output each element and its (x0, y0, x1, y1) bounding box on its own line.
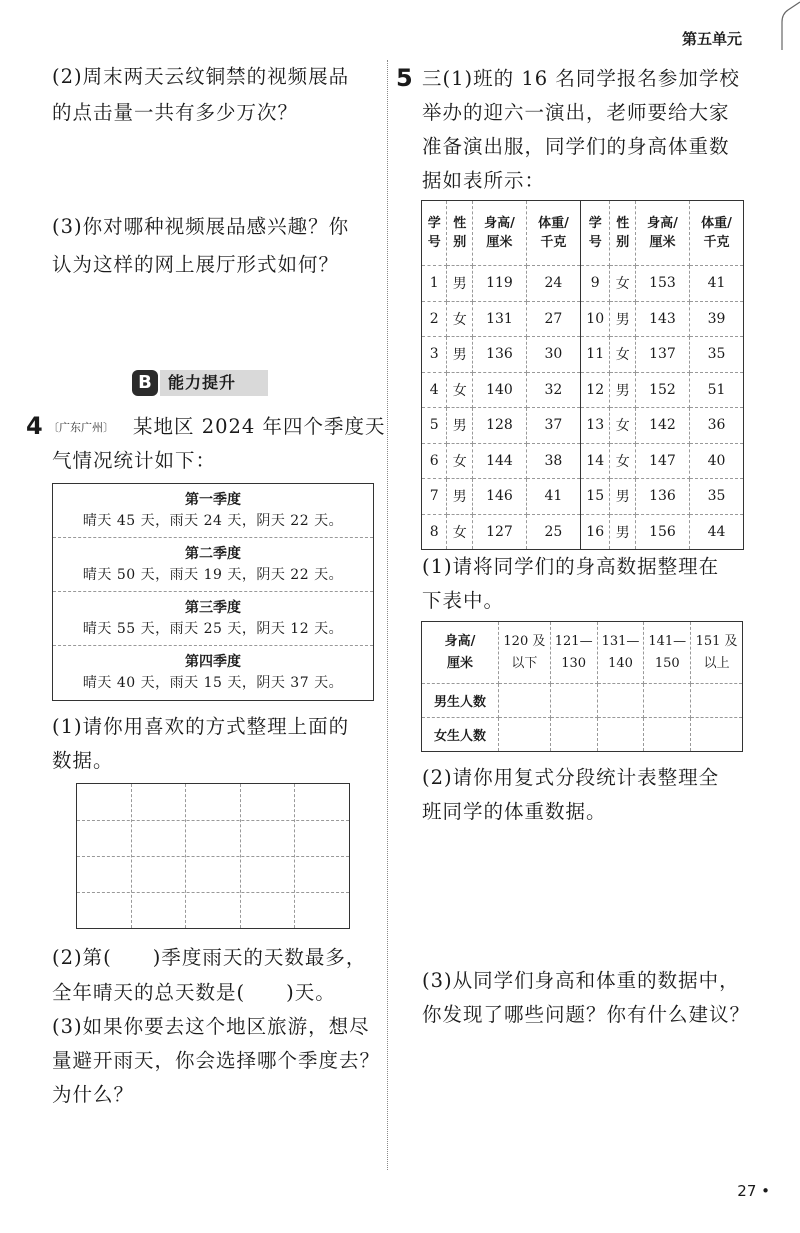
answer-cell[interactable] (644, 684, 691, 718)
q5-part3-line2: 你发现了哪些问题？你有什么建议？ (422, 1003, 751, 1026)
height-weight-table (421, 200, 744, 550)
corner-line: 厘米 (446, 655, 473, 671)
answer-cell[interactable] (499, 718, 551, 752)
table-cell: 10 (580, 301, 610, 337)
table-cell: 16 (580, 514, 610, 550)
answer-cell[interactable] (597, 718, 644, 752)
table-cell: 7 (422, 479, 447, 515)
table-cell: 32 (526, 372, 580, 408)
tally-corner-cell (422, 622, 499, 684)
height-tally-table (421, 621, 743, 752)
table-cell: 男 (610, 514, 635, 550)
answer-cell[interactable] (550, 684, 597, 718)
table-cell: 119 (472, 266, 526, 302)
q4-number: 4 (26, 412, 43, 440)
q4-part1-line2: 数据。 (52, 749, 114, 772)
page-number: 27 • (737, 1182, 770, 1200)
q3-part2-line1: (2)周末两天云纹铜禁的视频展品 (52, 65, 350, 88)
section-letter: B (132, 370, 158, 396)
season-text: 晴天 45 天，雨天 24 天，阴天 22 天。 (82, 513, 344, 529)
corner-line: 身高/ (444, 633, 476, 649)
q5-stem-line4: 据如表所示： (422, 169, 546, 192)
table-cell: 156 (635, 514, 689, 550)
table-cell: 男 (447, 479, 472, 515)
range-cell (597, 622, 644, 684)
q4-part2-line1: (2)第( )季度雨天的天数最多， (52, 946, 367, 969)
table-cell: 女 (447, 443, 472, 479)
q5-number: 5 (396, 64, 413, 92)
table-row (422, 479, 744, 515)
table-cell: 3 (422, 337, 447, 373)
q4-part3-line3: 为什么？ (52, 1083, 135, 1106)
section-badge (132, 370, 270, 396)
page-number-text: 27 (737, 1182, 757, 1200)
table-cell: 14 (580, 443, 610, 479)
season-title: 第四季度 (185, 654, 241, 670)
blank-answer-grid[interactable] (76, 783, 350, 929)
q5-part2-line1: (2)请你用复式分段统计表整理全 (422, 766, 720, 789)
table-cell: 41 (526, 479, 580, 515)
header-cell: 体重/ 千克 (689, 201, 743, 266)
table-cell: 136 (472, 337, 526, 373)
header-cell: 性 别 (447, 201, 472, 266)
table-cell: 143 (635, 301, 689, 337)
section-title: 能力提升 (160, 370, 268, 396)
table-cell: 女 (610, 408, 635, 444)
table-cell: 35 (689, 337, 743, 373)
q5-stem-line2: 举办的迎六一演出，老师要给大家 (422, 101, 730, 124)
table-cell: 131 (472, 301, 526, 337)
table-row (422, 372, 744, 408)
table-cell: 8 (422, 514, 447, 550)
season-row (53, 592, 373, 646)
table-cell: 男 (610, 372, 635, 408)
answer-cell[interactable] (691, 718, 743, 752)
table-cell: 30 (526, 337, 580, 373)
table-cell: 136 (635, 479, 689, 515)
q5-part1-line2: 下表中。 (422, 589, 505, 612)
table-row (422, 514, 744, 550)
q3-part3-line1: (3)你对哪种视频展品感兴趣？你 (52, 215, 350, 238)
table-cell: 11 (580, 337, 610, 373)
range-line: 以下 (511, 655, 538, 671)
column-divider (387, 60, 388, 1170)
table-cell: 144 (472, 443, 526, 479)
table-cell: 男 (447, 337, 472, 373)
season-title: 第三季度 (185, 600, 241, 616)
table-cell: 24 (526, 266, 580, 302)
table-cell: 40 (689, 443, 743, 479)
tally-header-row (422, 622, 743, 684)
row-label: 女生人数 (422, 718, 499, 752)
season-row (53, 538, 373, 592)
table-cell: 142 (635, 408, 689, 444)
unit-title: 第五单元 (681, 30, 742, 48)
q5-part3-line1: (3)从同学们身高和体重的数据中， (422, 969, 740, 992)
table-cell: 女 (610, 266, 635, 302)
table-row (422, 443, 744, 479)
table-cell: 女 (447, 372, 472, 408)
table-body (422, 266, 744, 550)
range-line: 120 及 (503, 633, 546, 649)
range-cell (550, 622, 597, 684)
table-cell: 37 (526, 408, 580, 444)
row-label: 男生人数 (422, 684, 499, 718)
table-cell: 女 (610, 443, 635, 479)
table-cell: 女 (447, 514, 472, 550)
range-line: 140 (608, 655, 633, 671)
answer-cell[interactable] (597, 684, 644, 718)
table-cell: 5 (422, 408, 447, 444)
corner-decoration (760, 0, 800, 55)
table-cell: 13 (580, 408, 610, 444)
table-cell: 2 (422, 301, 447, 337)
season-title: 第一季度 (185, 492, 241, 508)
q4-part1-line1: (1)请你用喜欢的方式整理上面的 (52, 715, 350, 738)
q5-stem-line3: 准备演出服，同学们的身高体重数 (422, 135, 730, 158)
tally-row-boys (422, 684, 743, 718)
range-line: 131— (601, 633, 640, 649)
table-cell: 6 (422, 443, 447, 479)
table-cell: 152 (635, 372, 689, 408)
table-cell: 36 (689, 408, 743, 444)
table-cell: 41 (689, 266, 743, 302)
range-line: 141— (648, 633, 687, 649)
answer-cell[interactable] (550, 718, 597, 752)
table-cell: 127 (472, 514, 526, 550)
answer-cell[interactable] (499, 684, 551, 718)
table-row (422, 408, 744, 444)
table-cell: 51 (689, 372, 743, 408)
table-header-row (422, 201, 744, 266)
table-cell: 1 (422, 266, 447, 302)
table-cell: 25 (526, 514, 580, 550)
range-line: 151 及 (695, 633, 738, 649)
table-cell: 39 (689, 301, 743, 337)
table-cell: 27 (526, 301, 580, 337)
season-text: 晴天 55 天，雨天 25 天，阴天 12 天。 (82, 621, 344, 637)
header-cell: 身高/ 厘米 (635, 201, 689, 266)
table-cell: 137 (635, 337, 689, 373)
header-cell: 体重/ 千克 (526, 201, 580, 266)
table-row (422, 301, 744, 337)
q4-part2-line2: 全年晴天的总天数是( )天。 (52, 981, 336, 1004)
table-cell: 男 (447, 408, 472, 444)
header-cell: 学 号 (580, 201, 610, 266)
table-cell: 35 (689, 479, 743, 515)
q5-part1-line1: (1)请将同学们的身高数据整理在 (422, 555, 720, 578)
season-text: 晴天 50 天，雨天 19 天，阴天 22 天。 (82, 567, 344, 583)
q4-part3-line2: 量避开雨天，你会选择哪个季度去？ (52, 1049, 381, 1072)
table-cell: 44 (689, 514, 743, 550)
range-line: 130 (561, 655, 587, 671)
range-line: 150 (654, 655, 680, 671)
table-cell: 38 (526, 443, 580, 479)
table-cell: 男 (447, 266, 472, 302)
q4-source-tag: 〔广东广州〕 (48, 421, 114, 434)
range-line: 121— (554, 633, 593, 649)
table-cell: 12 (580, 372, 610, 408)
q3-part3-line2: 认为这样的网上展厅形式如何？ (52, 253, 340, 276)
range-cell (644, 622, 691, 684)
table-cell: 128 (472, 408, 526, 444)
header-cell: 学 号 (422, 201, 447, 266)
table-row (422, 266, 744, 302)
table-cell: 9 (580, 266, 610, 302)
table-cell: 男 (610, 479, 635, 515)
q5-stem-line1: 三(1)班的 16 名同学报名参加学校 (422, 67, 740, 90)
header-cell: 性 别 (610, 201, 635, 266)
range-cell (499, 622, 551, 684)
tally-row-girls (422, 718, 743, 752)
season-weather-box (52, 483, 374, 701)
table-cell: 15 (580, 479, 610, 515)
table-cell: 153 (635, 266, 689, 302)
q5-part2-line2: 班同学的体重数据。 (422, 800, 607, 823)
table-cell: 146 (472, 479, 526, 515)
season-row (53, 484, 373, 538)
table-cell: 女 (610, 337, 635, 373)
q4-stem-line2: 气情况统计如下： (52, 449, 217, 472)
q4-stem-line1: 某地区 2024 年四个季度天 (133, 415, 386, 438)
range-line: 以上 (703, 655, 730, 671)
answer-cell[interactable] (691, 684, 743, 718)
answer-cell[interactable] (644, 718, 691, 752)
season-text: 晴天 40 天，雨天 15 天，阴天 37 天。 (82, 675, 344, 691)
table-cell: 女 (447, 301, 472, 337)
table-cell: 147 (635, 443, 689, 479)
range-cell (691, 622, 743, 684)
table-cell: 140 (472, 372, 526, 408)
q3-part2-line2: 的点击量一共有多少万次？ (52, 101, 299, 124)
table-cell: 男 (610, 301, 635, 337)
season-row (53, 646, 373, 700)
season-title: 第二季度 (185, 546, 241, 562)
q4-part3-line1: (3)如果你要去这个地区旅游，想尽 (52, 1015, 370, 1038)
header-cell: 身高/ 厘米 (472, 201, 526, 266)
table-row (422, 337, 744, 373)
table-cell: 4 (422, 372, 447, 408)
